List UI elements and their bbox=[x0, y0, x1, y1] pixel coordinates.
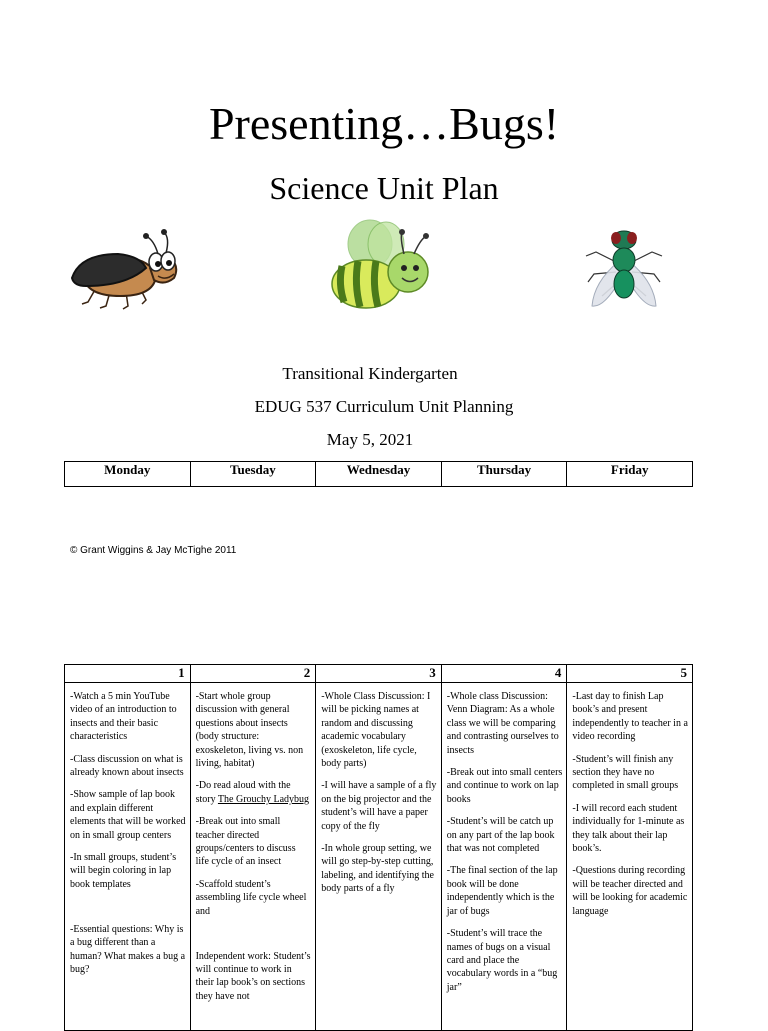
activity-item: -Watch a 5 min YouTube video of an introduction to insects and their basic characteristics bbox=[70, 691, 177, 743]
weekday-tuesday: Tuesday bbox=[190, 462, 316, 487]
activity-item: Independent work: Student’s will continue to work in their lap book’s on sections they have not bbox=[195, 950, 311, 1002]
fly-illustration bbox=[582, 222, 666, 314]
activity-item: -Student’s will be catch up on any part of the lap book that was not completed bbox=[446, 816, 555, 855]
copyright-notice: © Grant Wiggins & Jay McTighe 2011 bbox=[70, 545, 237, 556]
activity-item: -Scaffold student’s assembling life cycle wheel and bbox=[195, 878, 307, 917]
activity-item: -Class discussion on what is already known about insects bbox=[70, 753, 184, 779]
course-title: EDUG 537 Curriculum Unit Planning bbox=[254, 397, 514, 416]
activity-item: -In small groups, student’s will begin coloring in lap book templates bbox=[70, 852, 177, 890]
activity-item: -Questions during recording will be teacher directed and will be looking for academic language bbox=[572, 865, 688, 917]
weekday-wednesday: Wednesday bbox=[316, 462, 442, 487]
activity-item: -Student’s will finish any section they have no completed in small groups bbox=[572, 753, 679, 792]
activity-item: -Start whole group discussion with general questions about insects (body structure: exoskeleton, living vs. non living, habitat) bbox=[195, 691, 304, 770]
grade-level: Transitional Kindergarten bbox=[282, 364, 458, 383]
bee-illustration bbox=[326, 218, 436, 314]
day-1-activities bbox=[65, 683, 191, 1031]
daily-plan-table bbox=[64, 664, 693, 1031]
day-number: 2 bbox=[190, 665, 316, 683]
page-title: Presenting…Bugs! bbox=[208, 98, 560, 149]
activity-item bbox=[196, 779, 312, 806]
weekday-friday: Friday bbox=[567, 462, 693, 487]
activity-item: -Essential questions: Why is a bug different than a human? What makes a bug a bug? bbox=[70, 923, 186, 975]
day-3-activities bbox=[316, 683, 442, 1031]
plan-date: May 5, 2021 bbox=[326, 430, 414, 449]
weekday-header-table bbox=[64, 461, 693, 487]
read-aloud-prefix: -Do read aloud with the story bbox=[195, 780, 291, 805]
day-number: 5 bbox=[567, 665, 693, 683]
activity-item: -The final section of the lap book will be done independently which is the jar of bugs bbox=[446, 865, 558, 917]
page-subtitle: Science Unit Plan bbox=[269, 170, 499, 206]
activity-item: -Whole Class Discussion: I will be picking names at random and discussing academic vocabulary (exoskeleton, life cycle, body parts) bbox=[321, 691, 431, 770]
activity-item: -Last day to finish Lap book’s and present independently to teacher in a video recording bbox=[572, 691, 688, 743]
activity-item: -Break out into small centers and continue to work on lap books bbox=[446, 767, 563, 805]
activity-item: -I will have a sample of a fly on the big projector and the student’s will have a paper copy of the fly bbox=[321, 780, 437, 832]
beetle-illustration bbox=[66, 228, 182, 316]
activity-item: -Show sample of lap book and explain different elements that will be worked on in small group centers bbox=[70, 789, 186, 841]
day-number: 1 bbox=[65, 665, 191, 683]
activity-item: -I will record each student individually for 1-minute as they talk about their lap book’s. bbox=[572, 802, 685, 855]
weekday-monday: Monday bbox=[65, 462, 191, 487]
day-2-activities bbox=[190, 683, 316, 1031]
day-5-activities bbox=[567, 683, 693, 1031]
activity-item: -Whole class Discussion: Venn Diagram: As a whole class we will be comparing and contrasting ourselves to insects bbox=[446, 691, 559, 756]
activity-spacer bbox=[70, 900, 186, 913]
day-number: 3 bbox=[316, 665, 442, 683]
weekday-thursday: Thursday bbox=[441, 462, 567, 487]
activity-item: -Break out into small teacher directed groups/centers to discuss life cycle of an insect bbox=[195, 816, 296, 868]
day-4-activities bbox=[441, 683, 567, 1031]
activity-spacer bbox=[196, 927, 312, 940]
activity-item: -In whole group setting, we will go step-by-step cutting, labeling, and identifying the body parts of a fly bbox=[321, 843, 434, 895]
day-number: 4 bbox=[441, 665, 567, 683]
book-title: The Grouchy Ladybug bbox=[217, 793, 310, 805]
activity-item: -Student’s will trace the names of bugs on a visual card and place the vocabulary words in a “bug jar” bbox=[446, 928, 558, 993]
